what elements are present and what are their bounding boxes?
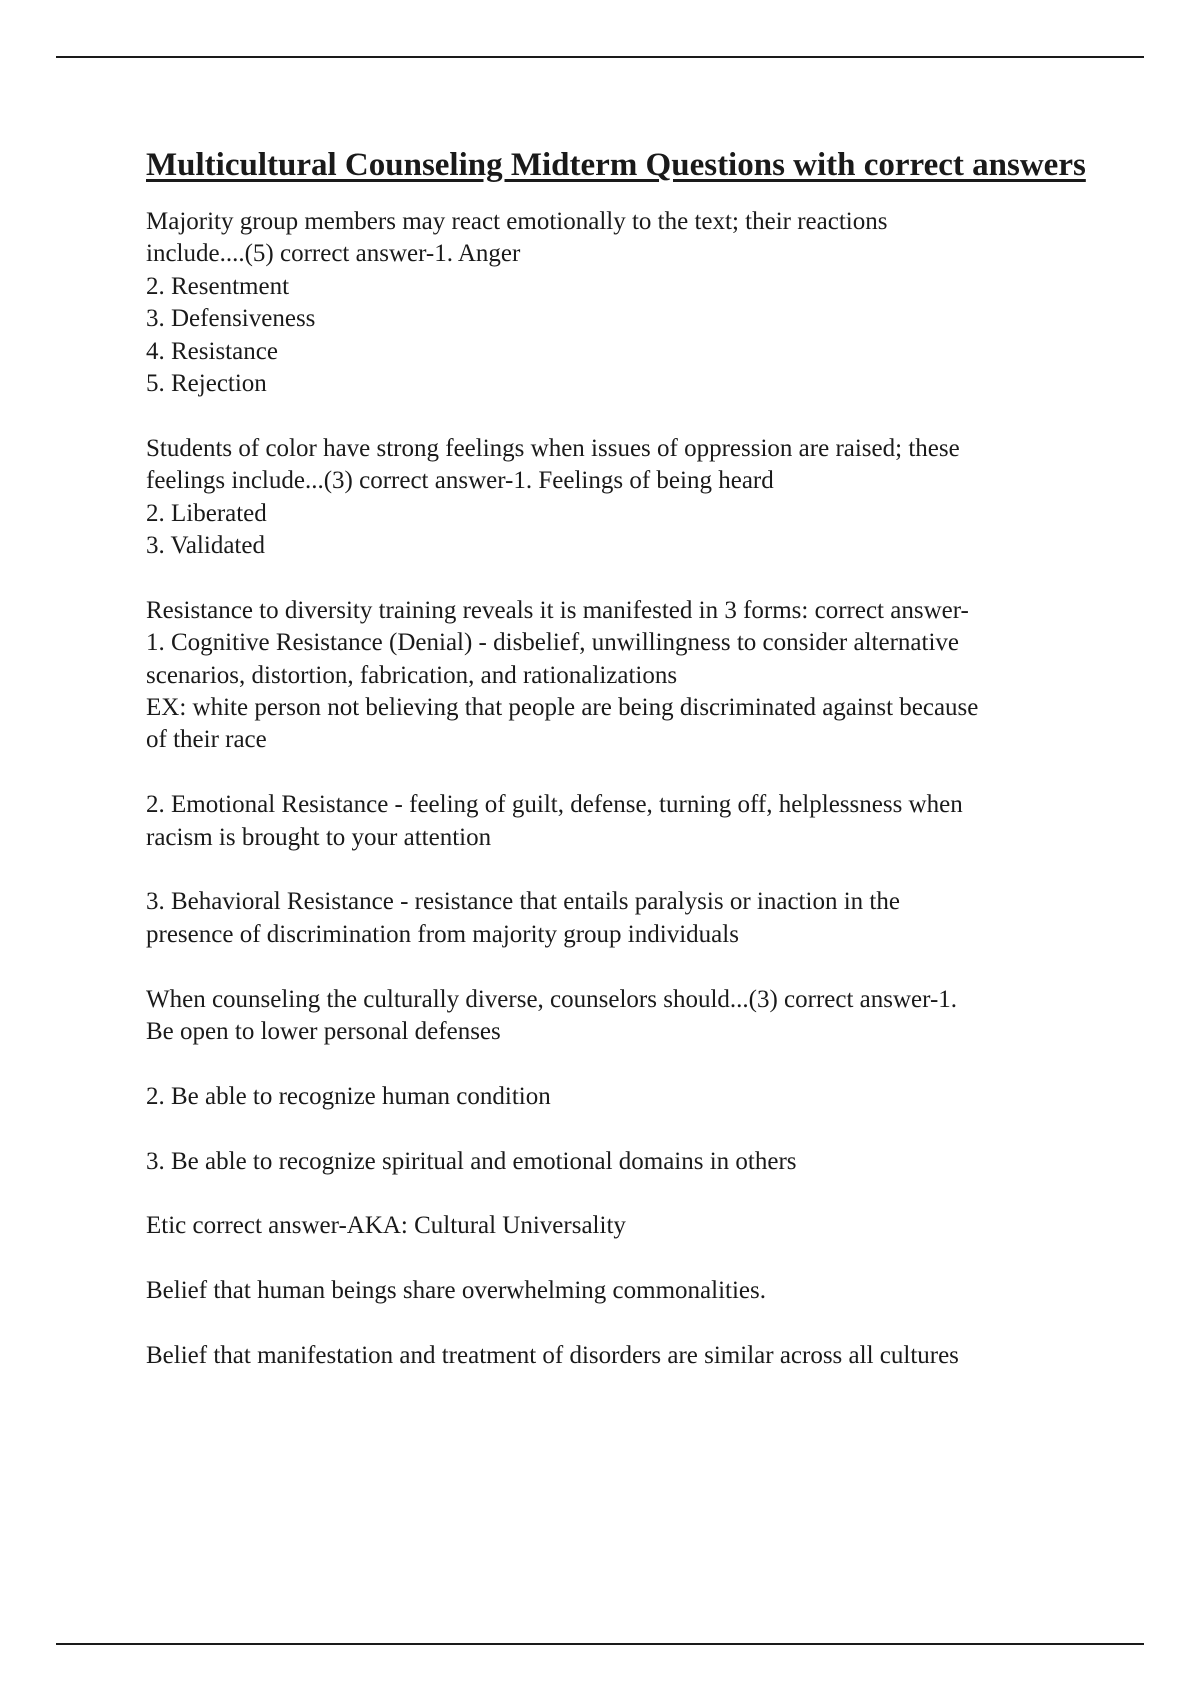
paragraph-gap (146, 400, 1096, 432)
paragraph-gap (146, 854, 1096, 886)
bottom-rule (56, 1643, 1144, 1645)
text-line: feelings include...(3) correct answer-1. Feelings of being heard (146, 467, 774, 495)
qa-item (146, 1340, 1096, 1372)
qa-item (146, 433, 1096, 563)
qa-item (146, 789, 1096, 854)
qa-item (146, 984, 1096, 1049)
text-line: include....(5) correct answer-1. Anger (146, 240, 521, 268)
text-line: 2. Emotional Resistance - feeling of guilt, defense, turning off, helplessness when (146, 791, 963, 819)
paragraph-gap (146, 951, 1096, 983)
paragraph-gap (146, 1243, 1096, 1275)
qa-list (146, 206, 1096, 1372)
text-line: Belief that manifestation and treatment of disorders are similar across all cultures (146, 1342, 959, 1370)
paragraph-gap (146, 1178, 1096, 1210)
text-line: Majority group members may react emotionally to the text; their reactions (146, 208, 888, 235)
qa-item (146, 1210, 1096, 1242)
text-line: 1. Cognitive Resistance (Denial) - disbelief, unwillingness to consider alternative (146, 629, 959, 657)
text-line: EX: white person not believing that people are being discriminated against because (146, 694, 979, 722)
paragraph-gap (146, 1113, 1096, 1145)
text-line: scenarios, distortion, fabrication, and rationalizations (146, 661, 678, 689)
text-line: 3. Defensiveness (146, 305, 316, 333)
qa-item (146, 595, 1096, 757)
text-line: 3. Behavioral Resistance - resistance that entails paralysis or inaction in the (146, 888, 900, 916)
qa-item (146, 1275, 1096, 1307)
text-line: 4. Resistance (146, 337, 278, 365)
document-body (146, 142, 1096, 1372)
text-line: Resistance to diversity training reveals it is manifested in 3 forms: correct answer- (146, 596, 969, 624)
qa-item (146, 1081, 1096, 1113)
text-line: Belief that human beings share overwhelming commonalities. (146, 1277, 766, 1305)
text-line: presence of discrimination from majority group individuals (146, 920, 739, 948)
paragraph-gap (146, 1048, 1096, 1080)
qa-item (146, 1146, 1096, 1178)
text-line: 3. Validated (146, 532, 265, 560)
top-rule (56, 56, 1144, 58)
text-line: Etic correct answer-AKA: Cultural Universality (146, 1212, 626, 1240)
text-line: 2. Be able to recognize human condition (146, 1082, 551, 1110)
text-line: 2. Liberated (146, 499, 267, 527)
text-line: 5. Rejection (146, 370, 267, 398)
text-line: Be open to lower personal defenses (146, 1018, 501, 1046)
text-line: of their race (146, 726, 267, 754)
paragraph-gap (146, 757, 1096, 789)
paragraph-gap (146, 562, 1096, 594)
paragraph-gap (146, 1308, 1096, 1340)
text-line: 3. Be able to recognize spiritual and emotional domains in others (146, 1147, 797, 1175)
text-line: Students of color have strong feelings when issues of oppression are raised; these (146, 434, 960, 462)
qa-item (146, 206, 1096, 400)
text-line: racism is brought to your attention (146, 823, 492, 851)
qa-item (146, 886, 1096, 951)
text-line: 2. Resentment (146, 272, 290, 300)
document-title: Multicultural Counseling Midterm Questions with correct answers (146, 147, 1086, 183)
text-line: When counseling the culturally diverse, counselors should...(3) correct answer-1. (146, 985, 958, 1013)
